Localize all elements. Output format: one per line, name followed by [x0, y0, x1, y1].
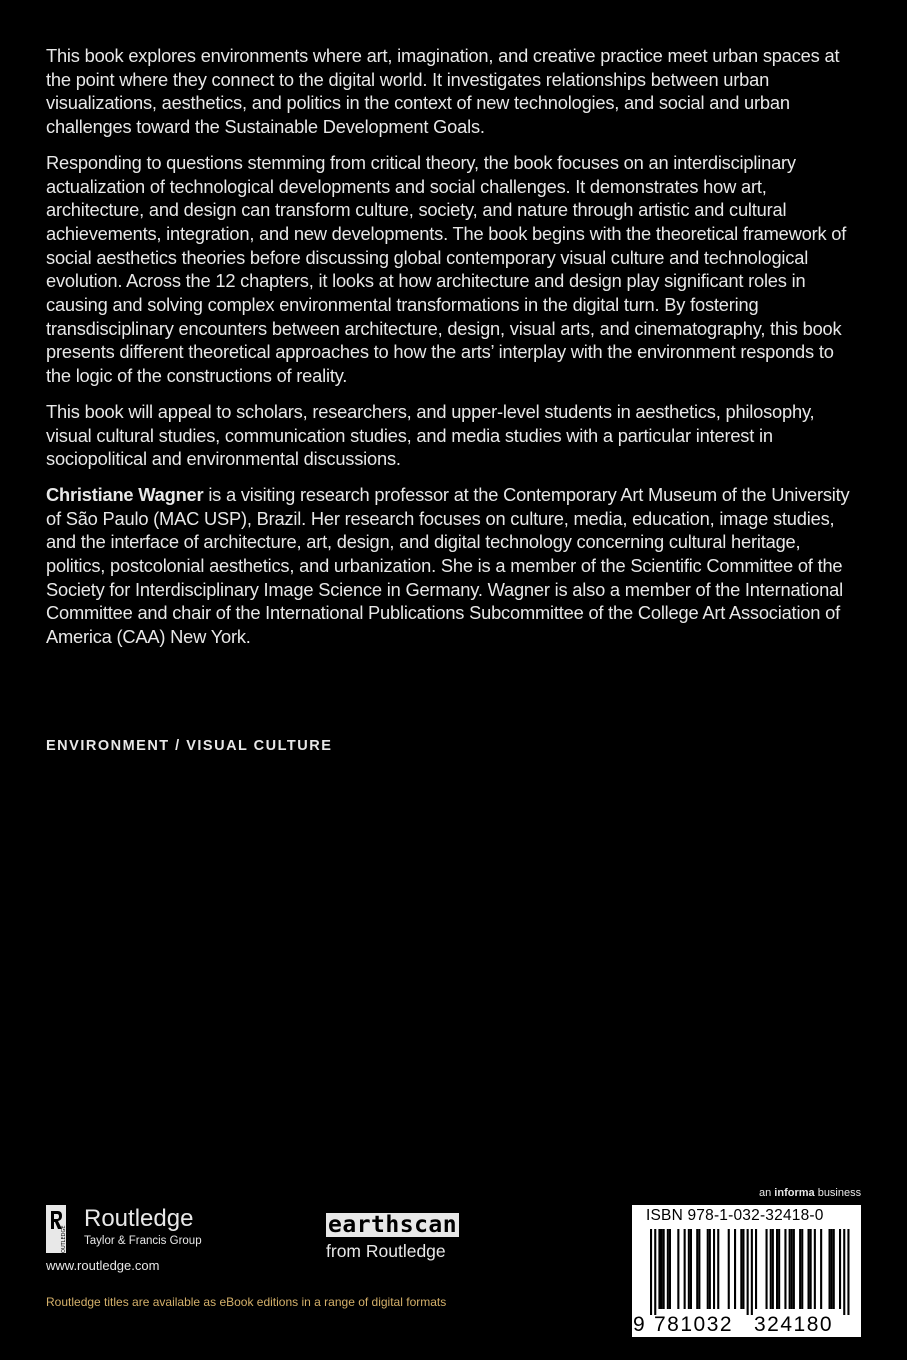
barcode-bar [810, 1229, 812, 1309]
ebook-note: Routledge titles are available as eBook editions in a range of digital formats [46, 1295, 447, 1309]
barcode-bar [650, 1229, 652, 1315]
barcode-bar [847, 1229, 849, 1315]
barcode-bars-icon [632, 1227, 861, 1317]
barcode-bar [776, 1229, 778, 1309]
informa-suffix: business [814, 1187, 862, 1199]
barcode-bar [663, 1229, 665, 1309]
svg-text:ROUTLEDGE: ROUTLEDGE [61, 1225, 67, 1257]
barcode-bar [755, 1229, 757, 1309]
barcode-bar [793, 1229, 795, 1309]
barcode-bar [690, 1229, 692, 1309]
barcode-bar [784, 1229, 786, 1309]
barcode-digit-first: 9 [633, 1313, 645, 1336]
informa-business [759, 1187, 861, 1199]
barcode-bar [791, 1229, 793, 1309]
barcode-bar [747, 1229, 749, 1315]
barcode-bar [717, 1229, 719, 1309]
barcode-bar [740, 1229, 742, 1309]
barcode-bar [658, 1229, 660, 1309]
barcode-bar [770, 1229, 772, 1309]
barcode [632, 1205, 861, 1337]
barcode-bar [751, 1229, 753, 1315]
earthscan-wordmark: earthscan [328, 1212, 458, 1238]
informa-prefix: an [759, 1187, 775, 1199]
blurb-paragraph-2: Responding to questions stemming from critical theory, the book focuses on an interdisciplinary actualization of technological developments and social challenges. It demonstrates how art, architecture, and design can transform culture, society, and nature through artistic and cultural achievements, integration, and new developments. The book begins with the theoretical framework of social aesthetics theories before discussing global contemporary visual culture and technological evolution. Across the 12 chapters, it looks at how architecture and design play significant roles in causing and solving complex environmental transformations in the digital turn. By fostering transdisciplinary encounters between architecture, design, visual arts, and cinematography, this book presents different theoretical approaches to how the arts’ interplay with the environment responds to the logic of the constructions of reality. [46, 151, 847, 387]
barcode-bar [843, 1229, 845, 1315]
earthscan-subtitle: from Routledge [326, 1241, 446, 1261]
barcode-bar [728, 1229, 730, 1309]
barcode-bar [698, 1229, 700, 1309]
barcode-bar [801, 1229, 803, 1309]
barcode-bar [829, 1229, 831, 1309]
routledge-logo [46, 1205, 246, 1255]
subject-category: ENVIRONMENT / VISUAL CULTURE [46, 738, 333, 754]
author-bio-text: is a visiting research professor at the Contemporary Art Museum of the University of São Paulo (MAC USP), Brazil. Her research focuses on culture, media, education, image studies, and the interface of architecture, art, design, and digital technology concerning cultural heritage, politics, postcolonial aesthetics, and urbanization. She is a member of the Scientific Committee of the Society for Interdisciplinary Image Science in Germany. Wagner is also a member of the International Committee and chair of the International Publications Subcommittee of the College Art Association of America (CAA) New York. [46, 483, 850, 648]
back-cover-blurb [46, 44, 861, 661]
blurb-paragraph-3: This book will appeal to scholars, researchers, and upper-level students in aesthetics, philosophy, visual cultural studies, communication studies, and media studies with a particular interest in sociopolitical and environmental discussions. [46, 400, 815, 470]
barcode-bar [799, 1229, 801, 1309]
isbn-label: ISBN 978-1-032-32418-0 [646, 1207, 824, 1224]
barcode-bar [661, 1229, 663, 1309]
author-bio [46, 483, 861, 649]
barcode-bar [734, 1229, 736, 1309]
barcode-bar [831, 1229, 833, 1309]
barcode-digits-right: 324180 [754, 1313, 834, 1336]
routledge-mark-icon [46, 1205, 67, 1257]
barcode-bar [688, 1229, 690, 1309]
barcode-bar [820, 1229, 822, 1309]
informa-brand: informa [774, 1187, 815, 1199]
barcode-bar [839, 1229, 841, 1309]
barcode-bar [772, 1229, 774, 1309]
author-name: Christiane Wagner [46, 483, 204, 505]
barcode-bar [789, 1229, 791, 1309]
barcode-bar [654, 1229, 656, 1315]
earthscan-logo [326, 1213, 486, 1263]
barcode-bar [696, 1229, 698, 1309]
barcode-bar [669, 1229, 671, 1309]
publisher-name: Routledge [84, 1205, 194, 1232]
publisher-website[interactable]: www.routledge.com [46, 1258, 160, 1273]
barcode-digits-left: 781032 [654, 1313, 734, 1336]
blurb-paragraph-1: This book explores environments where art, imagination, and creative practice meet urban spaces at the point where they connect to the digital world. It investigates relationships between urban visualizations, aesthetics, and politics in the context of new technologies, and social and urban challenges toward the Sustainable Development Goals. [46, 45, 840, 138]
barcode-bar [707, 1229, 709, 1309]
publisher-group: Taylor & Francis Group [84, 1235, 202, 1247]
barcode-bar [742, 1229, 744, 1309]
barcode-bar [808, 1229, 810, 1309]
barcode-bar [709, 1229, 711, 1309]
barcode-bar [766, 1229, 768, 1309]
barcode-bar [814, 1229, 816, 1309]
barcode-bar [677, 1229, 679, 1309]
barcode-bar [778, 1229, 780, 1309]
barcode-bar [684, 1229, 686, 1309]
barcode-bar [713, 1229, 715, 1309]
barcode-bar [667, 1229, 669, 1309]
barcode-bar [833, 1229, 835, 1309]
